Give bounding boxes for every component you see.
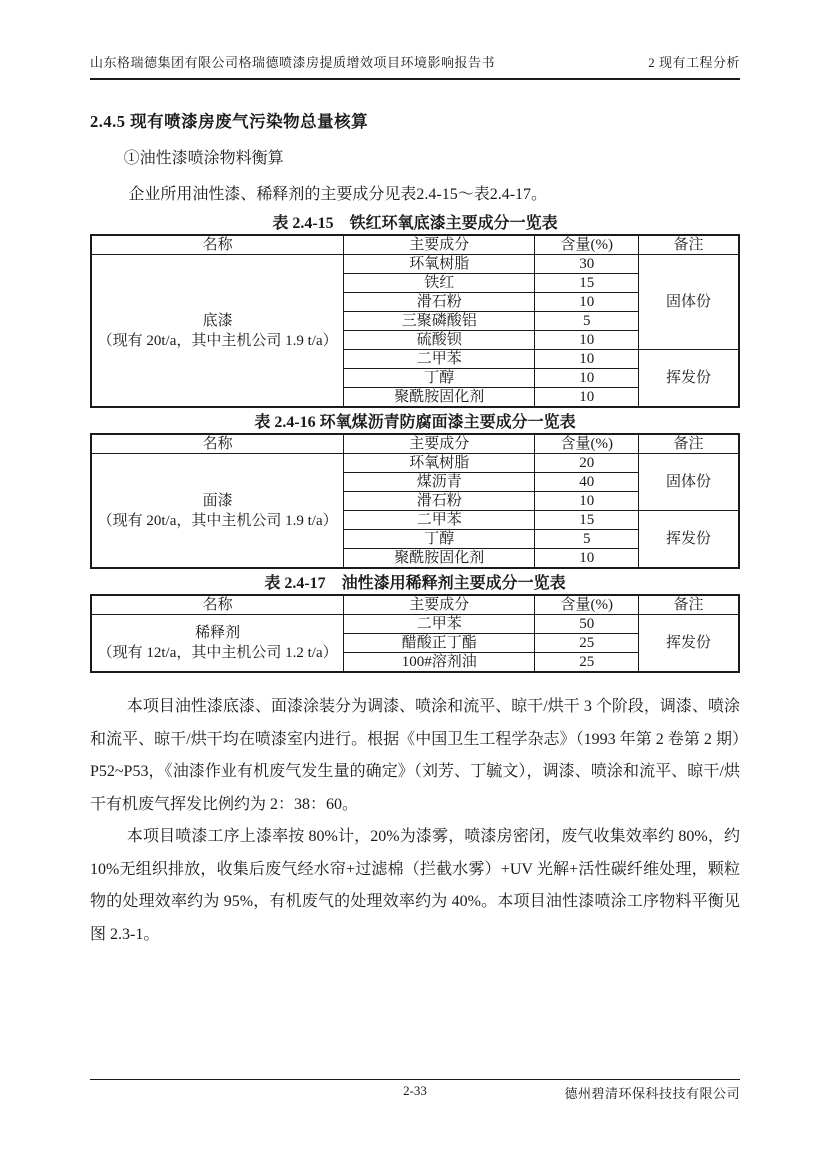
composition-table-1 bbox=[90, 234, 740, 408]
header-chapter-label: 2 现有工程分析 bbox=[648, 55, 740, 70]
table-header-row bbox=[91, 434, 739, 454]
body-paragraph-2: 本项目喷漆工序上漆率按 80%计，20%为漆雾，喷漆房密闭，废气收集效率约 80%，约 10%无组织排放，收集后废气经水帘+过滤棉（拦截水雾）+UV 光解+活性碳纤维处理，颗粒物的处理效率约为 95%，有机废气的处理效率约为 40%。本项目油性漆喷涂工序物料平衡见图 2.3-1。 bbox=[90, 828, 740, 943]
content-cell: 10 bbox=[535, 388, 639, 408]
page-content bbox=[90, 102, 740, 951]
page-footer bbox=[90, 1079, 740, 1099]
tables-container bbox=[90, 210, 740, 673]
content-cell: 5 bbox=[535, 312, 639, 331]
column-header: 含量(%) bbox=[535, 434, 639, 454]
content-cell: 5 bbox=[535, 530, 639, 549]
remark-cell: 挥发份 bbox=[639, 350, 739, 408]
product-name: 稀释剂 bbox=[195, 625, 241, 641]
content-cell: 40 bbox=[535, 473, 639, 492]
component-cell: 聚酰胺固化剂 bbox=[344, 549, 535, 569]
table-title-1: 表 2.4-15 铁红环氧底漆主要成分一览表 bbox=[272, 215, 558, 232]
name-cell bbox=[91, 255, 344, 408]
table-row bbox=[91, 615, 739, 634]
product-name: 面漆 bbox=[202, 492, 233, 509]
remark-cell: 固体份 bbox=[639, 454, 739, 511]
section-heading: 2.4.5 现有喷漆房废气污染物总量核算 bbox=[90, 112, 369, 131]
content-cell: 10 bbox=[535, 549, 639, 569]
component-cell: 环氧树脂 bbox=[344, 255, 535, 274]
intro-paragraph: 企业所用油性漆、稀释剂的主要成分见表2.4-15～表2.4-17。 bbox=[128, 186, 548, 203]
column-header: 名称 bbox=[91, 235, 344, 255]
content-cell: 10 bbox=[535, 350, 639, 369]
column-header: 主要成分 bbox=[344, 235, 535, 255]
table-title-3: 表 2.4-17 油性漆用稀释剂主要成分一览表 bbox=[264, 575, 566, 592]
remark-cell: 挥发份 bbox=[639, 615, 739, 673]
composition-table-3 bbox=[90, 594, 740, 673]
column-header: 备注 bbox=[639, 434, 739, 454]
page-number: 2-33 bbox=[403, 1083, 427, 1098]
content-cell: 10 bbox=[535, 492, 639, 511]
column-header: 备注 bbox=[639, 595, 739, 615]
component-cell: 硫酸钡 bbox=[344, 331, 535, 350]
header-report-title: 山东格瑞德集团有限公司格瑞德喷漆房提质增效项目环境影响报告书 bbox=[90, 55, 496, 70]
composition-table-2 bbox=[90, 433, 740, 569]
column-header: 主要成分 bbox=[344, 434, 535, 454]
table-title-2: 表 2.4-16 环氧煤沥青防腐面漆主要成分一览表 bbox=[254, 414, 576, 431]
component-cell: 三聚磷酸铝 bbox=[344, 312, 535, 331]
product-note: （现有 12t/a，其中主机公司 1.2 t/a） bbox=[97, 645, 338, 661]
component-cell: 环氧树脂 bbox=[344, 454, 535, 473]
name-cell bbox=[91, 454, 344, 569]
page-header bbox=[90, 52, 740, 80]
table-row bbox=[91, 255, 739, 274]
column-header: 含量(%) bbox=[535, 595, 639, 615]
table-header-row bbox=[91, 595, 739, 615]
column-header: 名称 bbox=[91, 434, 344, 454]
content-cell: 25 bbox=[535, 653, 639, 673]
column-header: 含量(%) bbox=[535, 235, 639, 255]
content-cell: 15 bbox=[535, 274, 639, 293]
component-cell: 滑石粉 bbox=[344, 293, 535, 312]
product-note: （现有 20t/a，其中主机公司 1.9 t/a） bbox=[97, 332, 338, 349]
component-cell: 醋酸正丁酯 bbox=[344, 634, 535, 653]
component-cell: 滑石粉 bbox=[344, 492, 535, 511]
content-cell: 25 bbox=[535, 634, 639, 653]
body-paragraph-1: 本项目油性漆底漆、面漆涂装分为调漆、喷涂和流平、晾干/烘干 3 个阶段，调漆、喷涂和流平、晾干/烘干均在喷漆室内进行。根据《中国卫生工程学杂志》（1993 年第 2 卷第 2 期）P52~P53，《油漆作业有机废气发生量的确定》（刘芳、丁毓文），调漆、喷涂和流平、晾干/烘干有机废气挥发比例约为 2：38：60。 bbox=[90, 698, 740, 813]
footer-company: 德州碧清环保科技技有限公司 bbox=[564, 1086, 740, 1101]
component-cell: 丁醇 bbox=[344, 530, 535, 549]
component-cell: 煤沥青 bbox=[344, 473, 535, 492]
content-cell: 50 bbox=[535, 615, 639, 634]
table-row bbox=[91, 454, 739, 473]
table-header-row bbox=[91, 235, 739, 255]
column-header: 备注 bbox=[639, 235, 739, 255]
content-cell: 30 bbox=[535, 255, 639, 274]
component-cell: 二甲苯 bbox=[344, 350, 535, 369]
component-cell: 铁红 bbox=[344, 274, 535, 293]
component-cell: 100#溶剂油 bbox=[344, 653, 535, 673]
subsection-item: ①油性漆喷涂物料衡算 bbox=[123, 150, 284, 167]
component-cell: 聚酰胺固化剂 bbox=[344, 388, 535, 408]
product-note: （现有 20t/a，其中主机公司 1.9 t/a） bbox=[97, 512, 338, 529]
column-header: 主要成分 bbox=[344, 595, 535, 615]
remark-cell: 固体份 bbox=[639, 255, 739, 350]
content-cell: 20 bbox=[535, 454, 639, 473]
content-cell: 10 bbox=[535, 369, 639, 388]
component-cell: 二甲苯 bbox=[344, 615, 535, 634]
content-cell: 15 bbox=[535, 511, 639, 530]
name-cell bbox=[91, 615, 344, 673]
column-header: 名称 bbox=[91, 595, 344, 615]
content-cell: 10 bbox=[535, 331, 639, 350]
component-cell: 丁醇 bbox=[344, 369, 535, 388]
content-cell: 10 bbox=[535, 293, 639, 312]
product-name: 底漆 bbox=[202, 312, 233, 329]
remark-cell: 挥发份 bbox=[639, 511, 739, 569]
component-cell: 二甲苯 bbox=[344, 511, 535, 530]
